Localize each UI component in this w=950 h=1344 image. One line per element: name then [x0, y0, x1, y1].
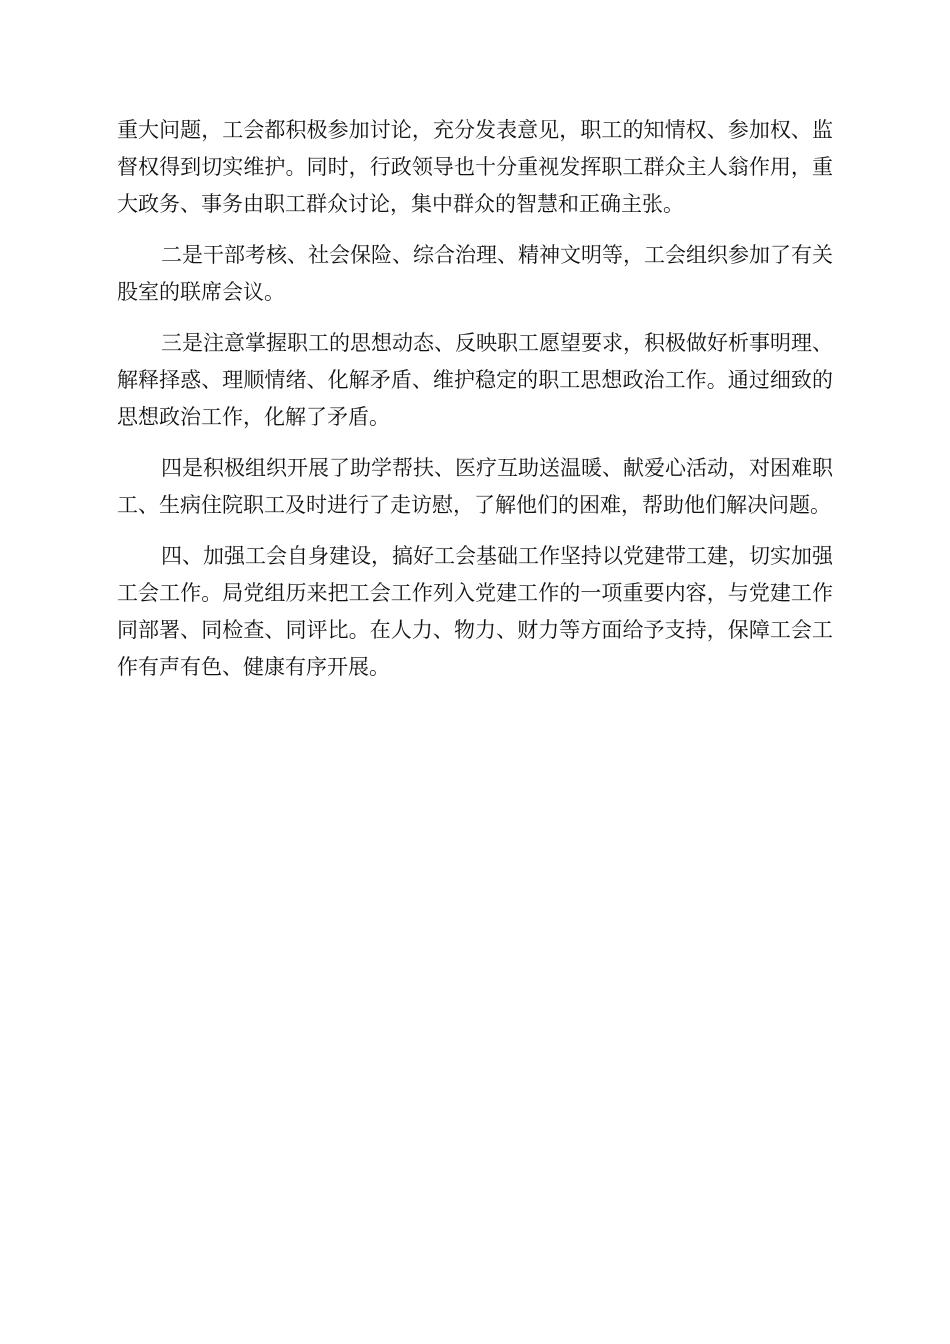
paragraph-3: 三是注意掌握职工的思想动态、反映职工愿望要求，积极做好析事明理、解释择惑、理顺情绪、化解矛盾、维护稳定的职工思想政治工作。通过细致的思想政治工作，化解了矛盾。: [117, 331, 833, 429]
paragraph-1: 重大问题，工会都积极参加讨论，充分发表意见，职工的知情权、参加权、监督权得到切实维护。同时，行政领导也十分重视发挥职工群众主人翁作用，重大政务、事务由职工群众讨论，集中群众的智慧和正确主张。: [117, 118, 833, 216]
document-body: [117, 112, 833, 700]
paragraph-2: 二是干部考核、社会保险、综合治理、精神文明等，工会组织参加了有关股室的联席会议。: [117, 243, 833, 304]
paragraph-4: 四是积极组织开展了助学帮扶、医疗互助送温暖、献爱心活动，对困难职工、生病住院职工及时进行了走访慰，了解他们的困难，帮助他们解决问题。: [117, 456, 833, 517]
paragraph-5: 四、加强工会自身建设，搞好工会基础工作坚持以党建带工建，切实加强工会工作。局党组历来把工会工作列入党建工作的一项重要内容，与党建工作同部署、同检查、同评比。在人力、物力、财力等方面给予支持，保障工会工作有声有色、健康有序开展。: [117, 544, 833, 679]
